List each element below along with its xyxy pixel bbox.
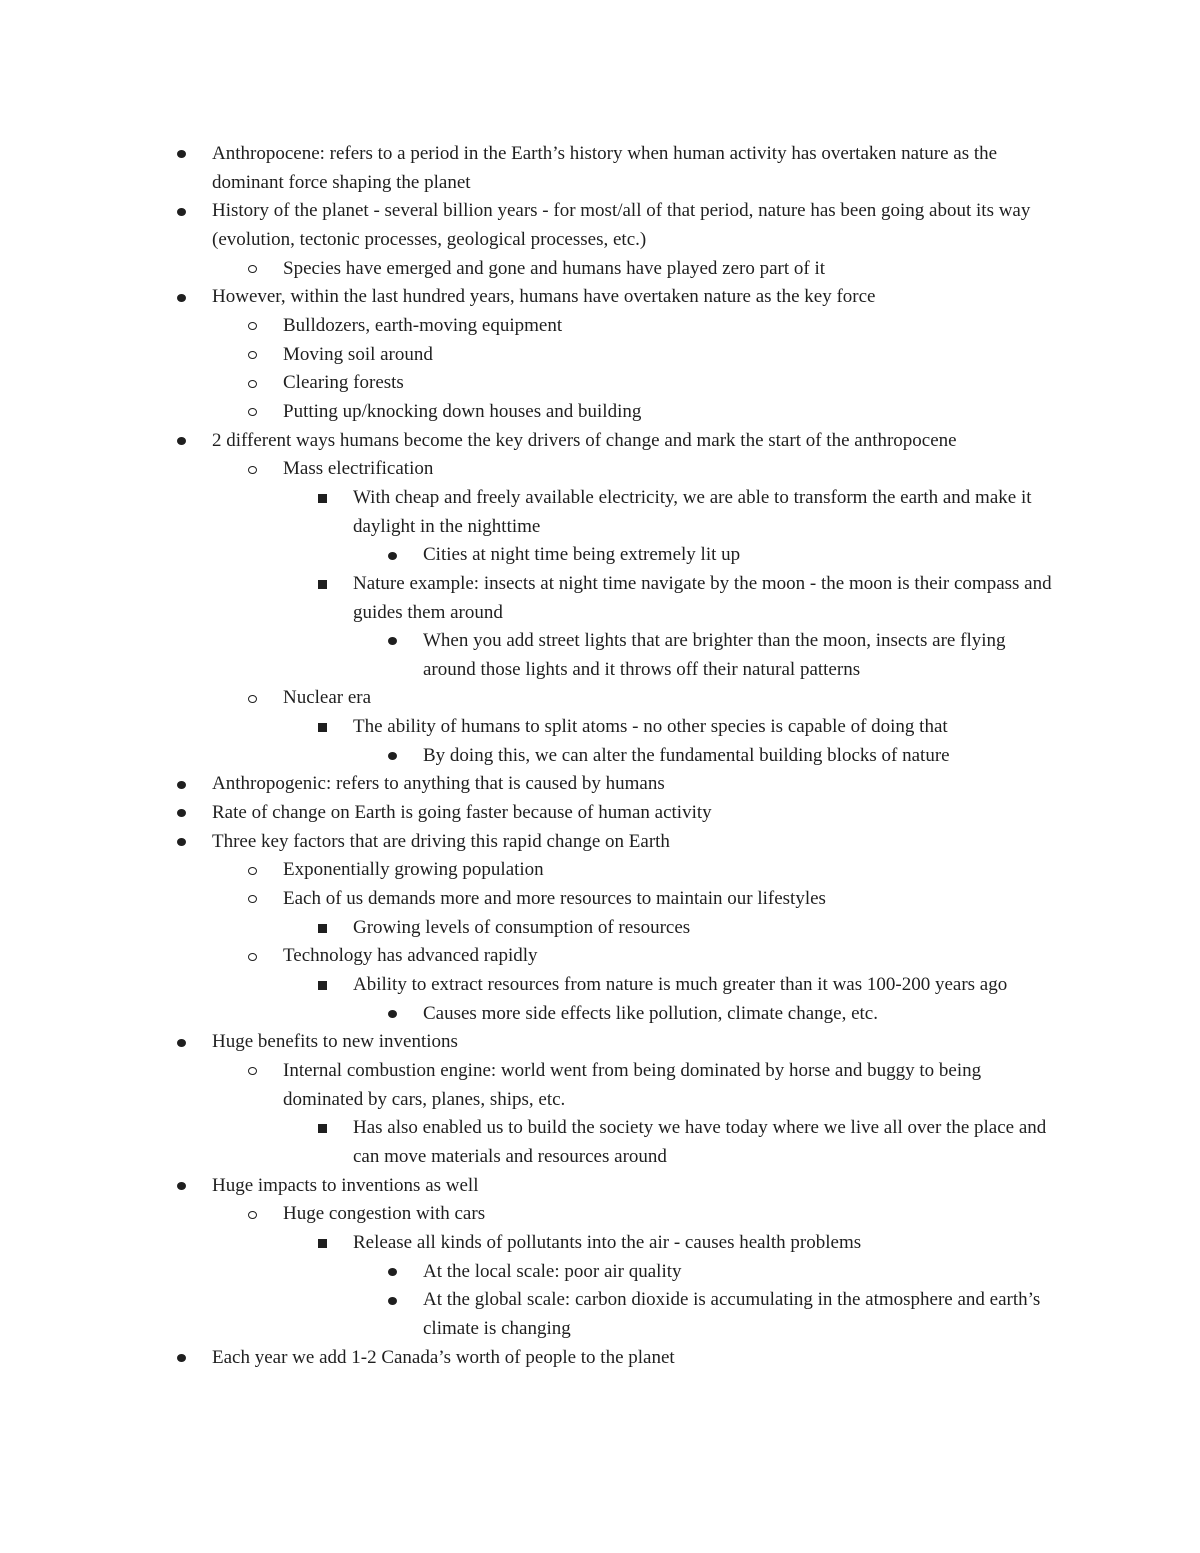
square-bullet-icon [318, 914, 327, 943]
list-item [0, 828, 1062, 857]
list-item-text: Huge congestion with cars [283, 1203, 486, 1225]
list-item [0, 914, 1062, 943]
list-item-text: Causes more side effects like pollution, climate change, etc. [423, 1002, 878, 1024]
list-item [0, 1000, 1062, 1029]
list-item-text: Each year we add 1-2 Canada’s worth of people to the planet [212, 1346, 675, 1368]
list-item-text: Each of us demands more and more resources to maintain our lifestyles [283, 888, 826, 910]
hollow-circle-bullet-icon [248, 398, 257, 427]
hollow-circle-bullet-icon [248, 455, 257, 484]
list-item-text: Anthropogenic: refers to anything that is caused by humans [212, 773, 665, 795]
list-item [0, 770, 1062, 799]
filled-circle-bullet-icon [177, 1172, 186, 1201]
bullet-list [0, 140, 1200, 1372]
square-bullet-icon [318, 484, 327, 513]
list-item [0, 427, 1062, 456]
square-bullet-icon [318, 971, 327, 1000]
list-item-text: Nuclear era [283, 687, 372, 709]
hollow-circle-bullet-icon [248, 856, 257, 885]
list-item-text: When you add street lights that are brighter than the moon, insects are flying around those lights and it throws off their natural patterns [423, 630, 1006, 680]
list-item [0, 541, 1062, 570]
list-item [0, 942, 1062, 971]
list-item-text: Nature example: insects at night time navigate by the moon - the moon is their compass and guides them around [353, 572, 1052, 623]
list-item [0, 1286, 1062, 1343]
filled-circle-bullet-icon [177, 283, 186, 312]
list-item [0, 312, 1062, 341]
hollow-circle-bullet-icon [248, 1200, 257, 1229]
list-item-text: Ability to extract resources from nature is much greater than it was 100-200 years ago [353, 974, 1008, 996]
hollow-circle-bullet-icon [248, 1057, 257, 1086]
list-item-text: Has also enabled us to build the society we have today where we live all over the place and can move materials and resources around [353, 1117, 1047, 1167]
list-item [0, 369, 1062, 398]
square-bullet-icon [318, 570, 327, 599]
list-item-text: Rate of change on Earth is going faster because of human activity [212, 802, 712, 824]
filled-circle-bullet-icon [388, 627, 397, 656]
list-item [0, 971, 1062, 1000]
list-item-text: The ability of humans to split atoms - no other species is capable of doing that [353, 716, 948, 738]
list-item-text: With cheap and freely available electricity, we are able to transform the earth and make it daylight in the nighttime [353, 486, 1032, 537]
list-item-text: However, within the last hundred years, humans have overtaken nature as the key force [212, 286, 876, 308]
list-item [0, 570, 1062, 627]
filled-circle-bullet-icon [177, 1344, 186, 1373]
list-item [0, 885, 1062, 914]
list-item-text: Species have emerged and gone and humans have played zero part of it [283, 257, 826, 279]
list-item [0, 627, 1062, 684]
list-item-text: Huge benefits to new inventions [212, 1031, 458, 1053]
filled-circle-bullet-icon [177, 197, 186, 226]
filled-circle-bullet-icon [388, 1000, 397, 1029]
list-item-text: Huge impacts to inventions as well [212, 1174, 479, 1196]
hollow-circle-bullet-icon [248, 885, 257, 914]
filled-circle-bullet-icon [388, 1258, 397, 1287]
list-item-text: At the local scale: poor air quality [423, 1260, 682, 1282]
list-item [0, 455, 1062, 484]
list-item-text: Moving soil around [283, 343, 433, 365]
list-item-text: Anthropocene: refers to a period in the Earth’s history when human activity has overtaken nature as the dominant force shaping the planet [212, 143, 998, 193]
filled-circle-bullet-icon [177, 770, 186, 799]
square-bullet-icon [318, 1114, 327, 1143]
filled-circle-bullet-icon [177, 828, 186, 857]
list-item-text: Putting up/knocking down houses and building [283, 400, 642, 422]
hollow-circle-bullet-icon [248, 255, 257, 284]
list-item-text: Internal combustion engine: world went from being dominated by horse and buggy to being dominated by cars, planes, ships, etc. [283, 1060, 982, 1110]
list-item [0, 1258, 1062, 1287]
list-item [0, 713, 1062, 742]
list-item [0, 684, 1062, 713]
list-item [0, 283, 1062, 312]
list-item-text: Cities at night time being extremely lit up [423, 544, 741, 566]
list-item-text: Three key factors that are driving this rapid change on Earth [212, 830, 670, 852]
list-item [0, 255, 1062, 284]
hollow-circle-bullet-icon [248, 684, 257, 713]
hollow-circle-bullet-icon [248, 341, 257, 370]
list-item-text: 2 different ways humans become the key drivers of change and mark the start of the anthropocene [212, 429, 957, 451]
list-item [0, 140, 1062, 197]
list-item-text: Release all kinds of pollutants into the air - causes health problems [353, 1231, 862, 1253]
hollow-circle-bullet-icon [248, 942, 257, 971]
list-item-text: Exponentially growing population [283, 859, 544, 881]
list-item [0, 1057, 1062, 1114]
filled-circle-bullet-icon [177, 1028, 186, 1057]
list-item [0, 799, 1062, 828]
list-item [0, 1344, 1062, 1373]
filled-circle-bullet-icon [177, 799, 186, 828]
list-item-text: Clearing forests [283, 372, 404, 394]
list-item-text: By doing this, we can alter the fundamental building blocks of nature [423, 744, 950, 766]
square-bullet-icon [318, 1229, 327, 1258]
list-item-text: At the global scale: carbon dioxide is accumulating in the atmosphere and earth’s climate is changing [423, 1289, 1041, 1339]
list-item-text: Bulldozers, earth-moving equipment [283, 314, 563, 336]
list-item [0, 398, 1062, 427]
list-item [0, 856, 1062, 885]
filled-circle-bullet-icon [177, 140, 186, 169]
list-item [0, 742, 1062, 771]
square-bullet-icon [318, 713, 327, 742]
list-item [0, 1229, 1062, 1258]
hollow-circle-bullet-icon [248, 312, 257, 341]
hollow-circle-bullet-icon [248, 369, 257, 398]
list-item [0, 484, 1062, 541]
list-item [0, 1172, 1062, 1201]
filled-circle-bullet-icon [388, 1286, 397, 1315]
list-item [0, 197, 1062, 254]
list-item-text: Technology has advanced rapidly [283, 945, 538, 967]
list-item [0, 1200, 1062, 1229]
filled-circle-bullet-icon [177, 427, 186, 456]
filled-circle-bullet-icon [388, 541, 397, 570]
filled-circle-bullet-icon [388, 742, 397, 771]
list-item-text: Growing levels of consumption of resources [353, 916, 691, 938]
list-item-text: History of the planet - several billion years - for most/all of that period, nature has been going about its way (evolution, tectonic processes, geological processes, etc.) [212, 200, 1031, 250]
list-item [0, 1114, 1062, 1171]
list-item-text: Mass electrification [283, 458, 434, 480]
list-item [0, 1028, 1062, 1057]
list-item [0, 341, 1062, 370]
